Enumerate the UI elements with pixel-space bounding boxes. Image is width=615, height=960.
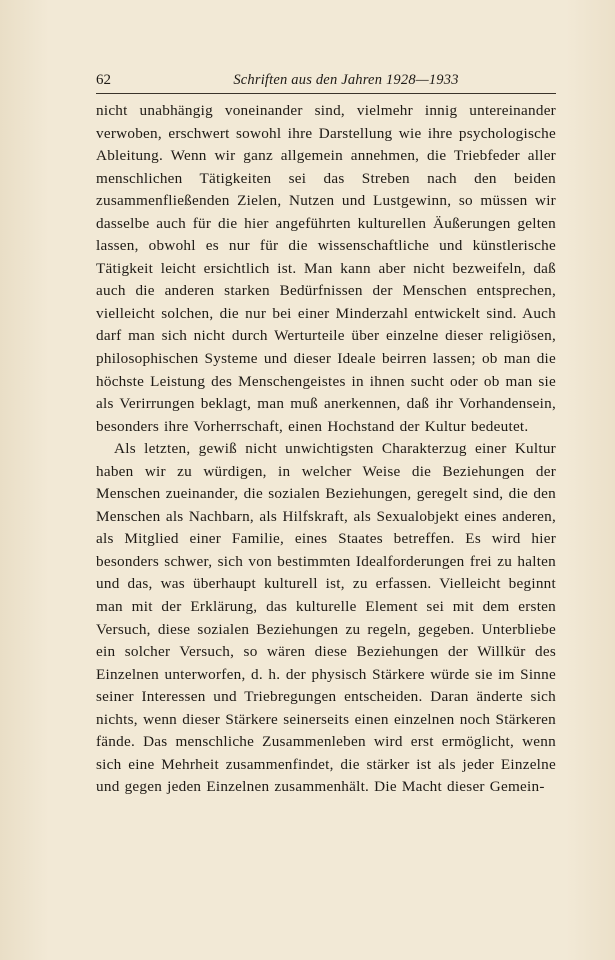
- header-rule: [96, 93, 556, 94]
- paragraph-continued: nicht unabhängig voneinander sind, vielmehr innig untereinander verwoben, erschwert sowohl ihre Darstellung wie ihre psychologische Ableitung. Wenn wir ganz allgemein annehmen, die Triebfeder aller menschlichen Tätigkeiten sei das Streben nach den beiden zusammenfließenden Zielen, Nutzen und Lustgewinn, so müssen wir dasselbe auch für die hier angeführten kulturellen Äußerungen gelten lassen, obwohl es nur für die wissenschaftliche und künstlerische Tätigkeit leicht ersichtlich ist. Man kann aber nicht bezweifeln, daß auch die anderen starken Bedürfnissen der Menschen entsprechen, vielleicht solchen, die nur bei einer Minderzahl entwickelt sind. Auch darf man sich nicht durch Werturteile über einzelne dieser religiösen, philosophischen Systeme und dieser Ideale beirren lassen; ob man die höchste Leistung des Menschengeistes in ihnen sucht oder ob man sie als Verirrungen beklagt, man muß anerkennen, daß ihr Vorhandensein, besonders ihre Vorherrschaft, einen Hochstand der Kultur bedeutet.: [96, 102, 556, 435]
- running-head: [96, 72, 556, 94]
- page-number: 62: [96, 72, 111, 88]
- paragraph: Als letzten, gewiß nicht unwichtigsten Charakterzug einer Kultur haben wir zu würdigen, in welcher Weise die Beziehungen der Menschen zueinander, die sozialen Beziehungen, geregelt sind, die den Menschen als Nachbarn, als Hilfskraft, als Sexualobjekt eines anderen, als Mitglied einer Familie, eines Staates betreffen. Es wird hier besonders schwer, sich von bestimmten Idealforderungen frei zu halten und das, was überhaupt kulturell ist, zu erfassen. Vielleicht beginnt man mit der Erklärung, das kulturelle Element sei mit dem ersten Versuch, diese sozialen Beziehungen zu regeln, gegeben. Unterbliebe ein solcher Versuch, so wären diese Beziehungen der Willkür des Einzelnen unterworfen, d. h. der physisch Stärkere würde sie im Sinne seiner Interessen und Triebregungen entscheiden. Daran änderte sich nichts, wenn dieser Stärkere seinerseits einen einzelnen noch Stärkeren fände. Das menschliche Zusammenleben wird erst ermöglicht, wenn sich eine Mehrheit zusammenfindet, die stärker ist als jeder Einzelne und gegen jeden Einzelnen zusammenhält. Die Macht dieser Gemein-: [96, 440, 556, 796]
- body-text: [96, 100, 556, 799]
- running-title: Schriften aus den Jahren 1928—1933: [233, 72, 459, 88]
